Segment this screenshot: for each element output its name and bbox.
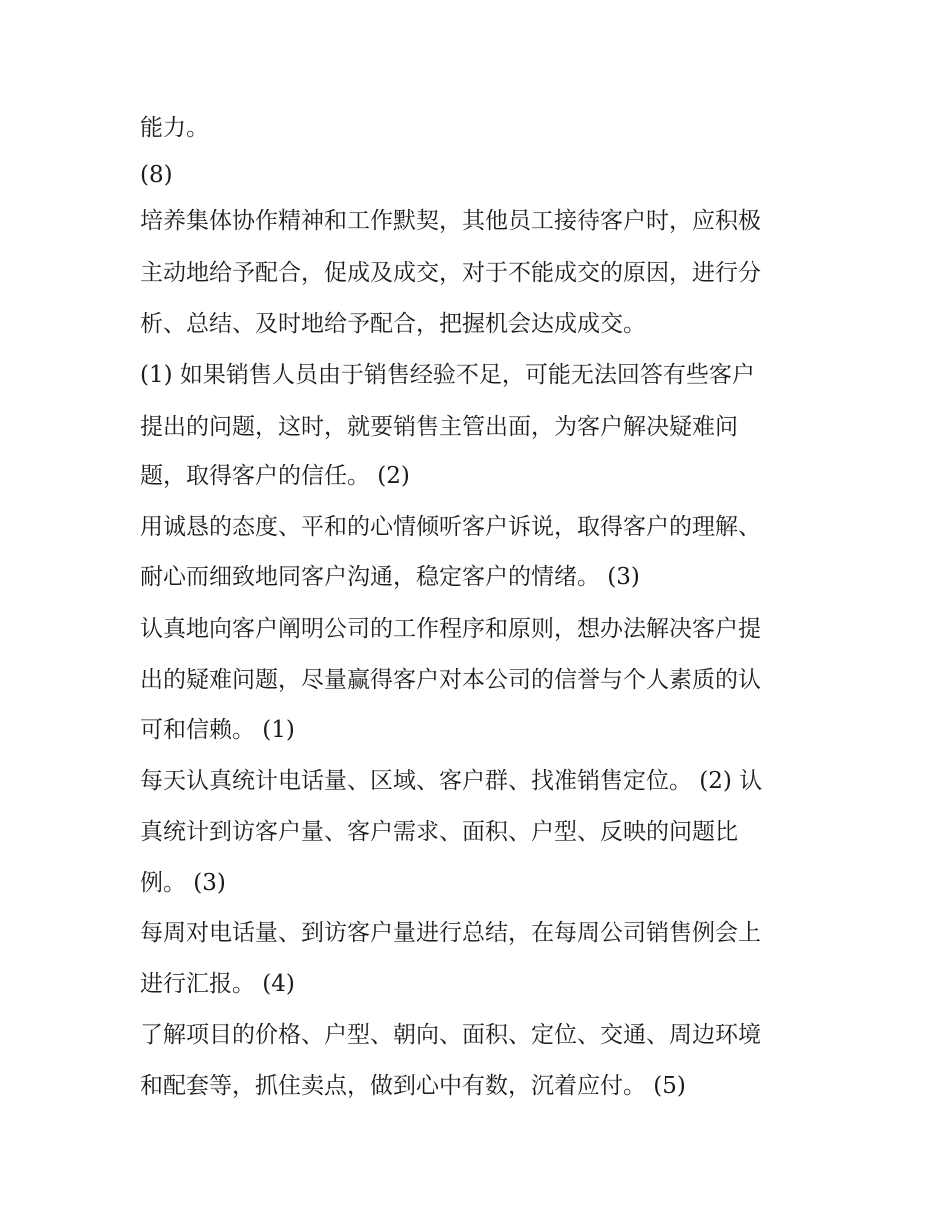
text-line: 和配套等，抓住卖点，做到心中有数，沉着应付。 (5)	[140, 1073, 686, 1099]
text-line: 了解项目的价格、户型、朝向、面积、定位、交通、周边环境	[140, 1022, 761, 1048]
text-line: 题，取得客户的信任。 (2)	[140, 463, 410, 489]
text-line: 例。 (3)	[140, 870, 226, 896]
text-line: 认真地向客户阐明公司的工作程序和原则，想办法解决客户提	[140, 616, 761, 642]
text-line: 可和信赖。 (1)	[140, 717, 295, 743]
text-line: 析、总结、及时地给予配合，把握机会达成成交。	[140, 311, 646, 337]
text-line: (8)	[140, 162, 173, 188]
text-line: 真统计到访客户量、客户需求、面积、户型、反映的问题比	[140, 819, 738, 845]
text-line: 能力。	[140, 115, 209, 141]
text-line: (1) 如果销售人员由于销售经验不足，可能无法回答有些客户	[140, 362, 755, 388]
text-line: 耐心而细致地同客户沟通，稳定客户的情绪。 (3)	[140, 564, 640, 590]
text-line: 出的疑难问题，尽量赢得客户对本公司的信誉与个人素质的认	[140, 667, 761, 693]
text-line: 每天认真统计电话量、区域、客户群、找准销售定位。 (2) 认	[140, 768, 763, 794]
text-line: 培养集体协作精神和工作默契，其他员工接待客户时，应积极	[140, 208, 761, 234]
text-line: 用诚恳的态度、平和的心情倾听客户诉说，取得客户的理解、	[140, 514, 761, 540]
text-line: 主动地给予配合，促成及成交，对于不能成交的原因，进行分	[140, 260, 761, 286]
text-line: 每周对电话量、到访客户量进行总结，在每周公司销售例会上	[140, 920, 761, 946]
text-line: 提出的问题，这时，就要销售主管出面，为客户解决疑难问	[140, 414, 738, 440]
text-line: 进行汇报。 (4)	[140, 971, 295, 997]
